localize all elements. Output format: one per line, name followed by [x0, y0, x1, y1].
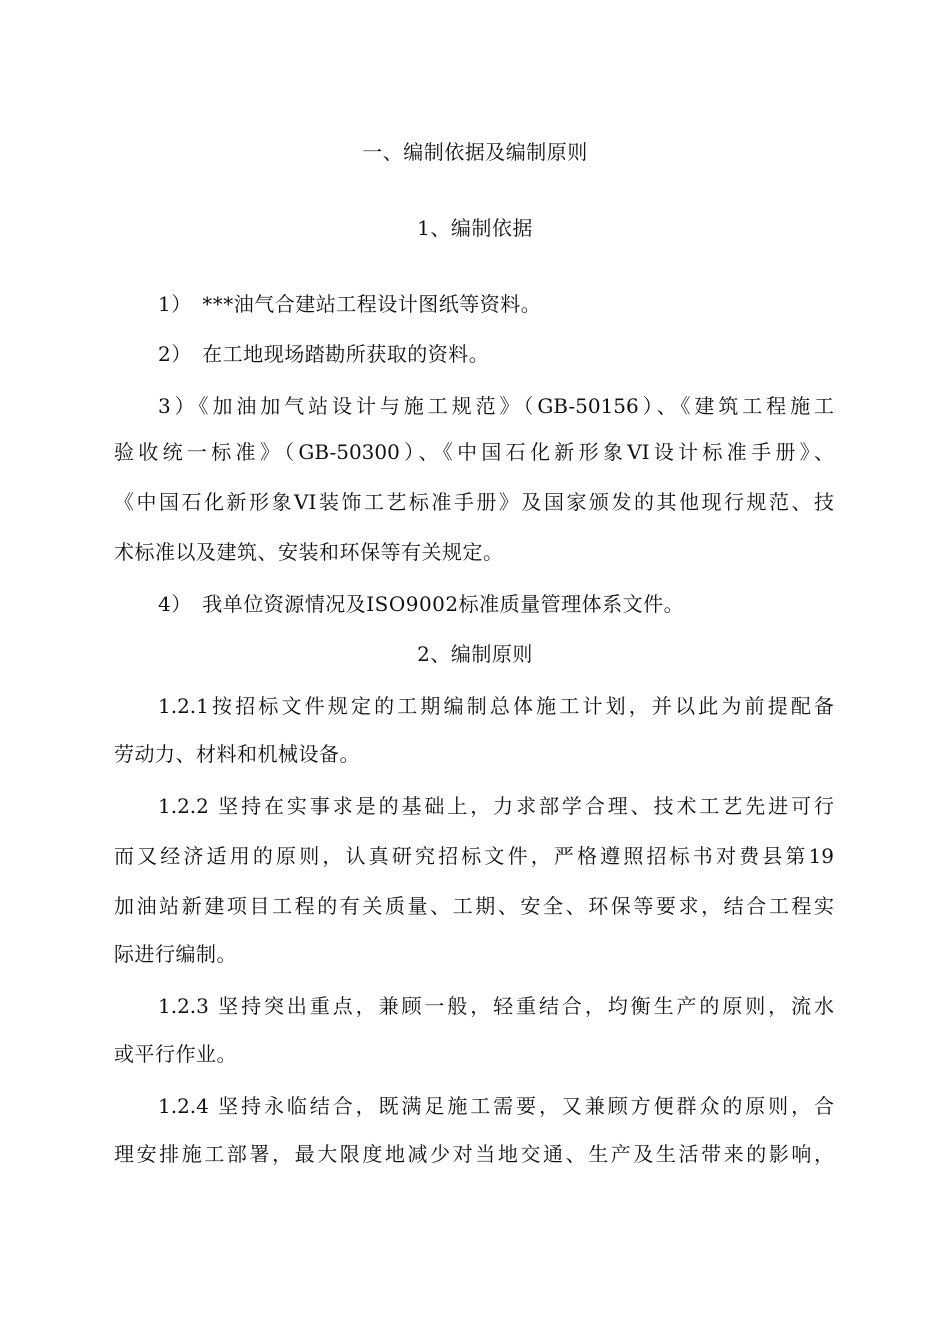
basis-item-1: 1） ***油气合建站工程设计图纸等资料。	[158, 292, 542, 316]
section-heading-basis: 1、编制依据	[417, 216, 533, 240]
principle-2-line-2: 而又经济适用的原则，认真研究招标文件，严格遵照招标书对费县第19	[114, 844, 834, 868]
principle-4-line-1: 1.2.4 坚持永临结合，既满足施工需要，又兼顾方便群众的原则，合	[158, 1094, 834, 1118]
basis-item-3-line-1: 3）《加油加气站设计与施工规范》（GB-50156）、《建筑工程施工	[158, 394, 834, 418]
principle-2-line-1: 1.2.2 坚持在实事求是的基础上，力求部学合理、技术工艺先进可行	[158, 794, 834, 818]
section-heading-principles: 2、编制原则	[417, 642, 533, 666]
principle-3-line-2: 或平行作业。	[114, 1042, 237, 1066]
basis-item-3-line-2: 验收统一标准》（GB-50300）、《中国石化新形象VI设计标准手册》、	[114, 440, 834, 464]
principle-3-line-1: 1.2.3 坚持突出重点，兼顾一般，轻重结合，均衡生产的原则，流水	[158, 994, 834, 1018]
basis-item-3-line-4: 术标准以及建筑、安装和环保等有关规定。	[114, 540, 504, 564]
basis-item-2: 2） 在工地现场踏勘所获取的资料。	[158, 342, 490, 366]
principle-1-line-2: 劳动力、材料和机械设备。	[114, 742, 360, 766]
principle-2-line-3: 加油站新建项目工程的有关质量、工期、安全、环保等要求，结合工程实	[114, 894, 834, 918]
principle-4-line-2: 理安排施工部署，最大限度地减少对当地交通、生产及生活带来的影响，	[114, 1142, 834, 1166]
basis-item-3-line-3: 《中国石化新形象VI装饰工艺标准手册》及国家颁发的其他现行规范、技	[114, 490, 834, 514]
basis-item-4: 4） 我单位资源情况及ISO9002标准质量管理体系文件。	[158, 592, 685, 616]
principle-2-line-4: 际进行编制。	[114, 942, 237, 966]
document-title: 一、编制依据及编制原则	[362, 140, 588, 164]
principle-1-line-1: 1.2.1按招标文件规定的工期编制总体施工计划，并以此为前提配备	[158, 694, 834, 718]
